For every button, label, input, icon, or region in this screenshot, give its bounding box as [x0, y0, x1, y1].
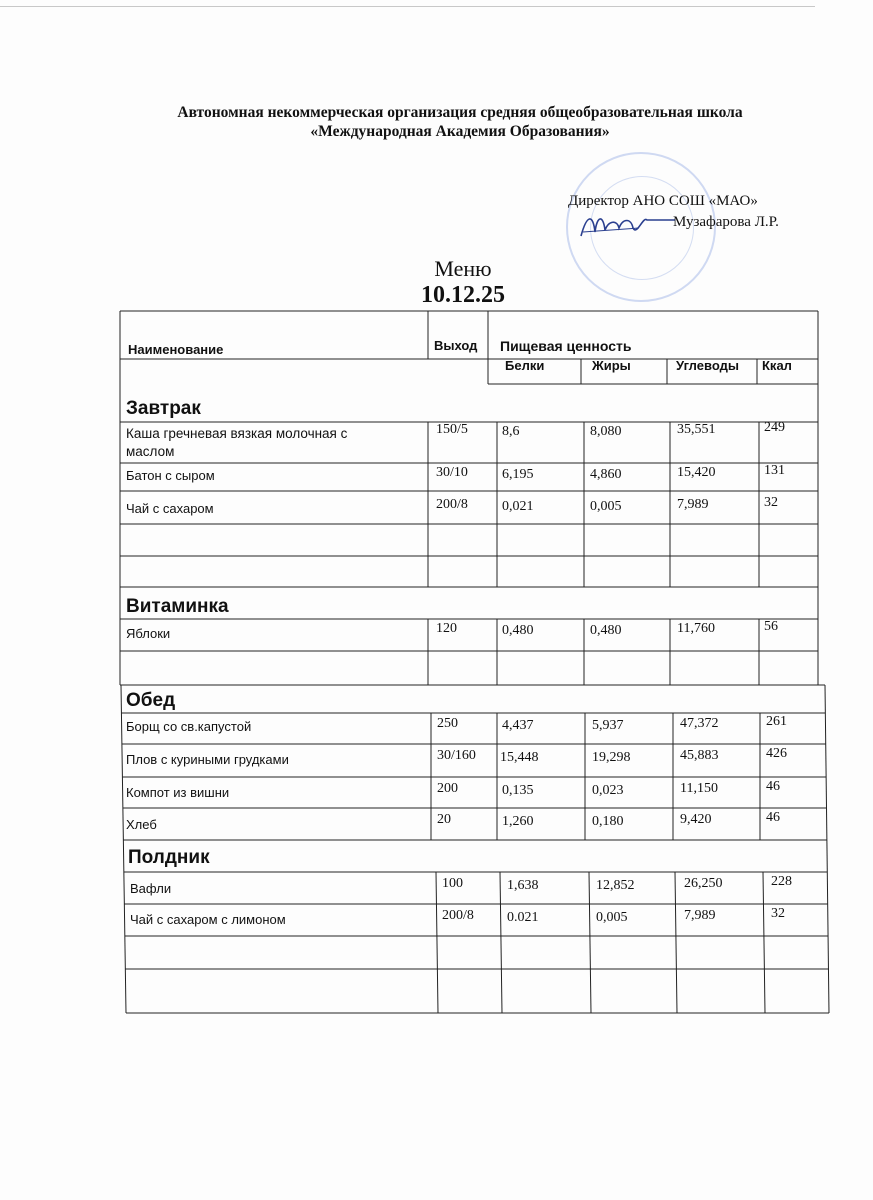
dish-kcal: 46 — [766, 779, 780, 794]
dish-name: Яблоки — [126, 626, 171, 641]
dish-kcal: 46 — [766, 810, 780, 825]
dish-name: Борщ со св.капустой — [126, 719, 252, 734]
dish-output: 30/160 — [437, 748, 476, 763]
dish-name: Чай с сахаром с лимоном — [130, 912, 286, 927]
dish-name-continued: маслом — [126, 444, 175, 459]
dish-fat: 19,298 — [592, 750, 631, 765]
dish-fat: 12,852 — [596, 878, 635, 893]
dish-protein: 4,437 — [502, 718, 534, 733]
dish-carbs: 45,883 — [680, 748, 719, 763]
dish-carbs: 11,760 — [677, 621, 715, 636]
col-header-name: Наименование — [128, 342, 224, 357]
director-title: Директор АНО СОШ «МАО» — [568, 193, 758, 209]
dish-name: Вафли — [130, 881, 172, 896]
dish-name: Каша гречневая вязкая молочная с — [126, 426, 348, 441]
section-title-lunch: Обед — [126, 690, 176, 711]
section-title-snack: Полдник — [128, 847, 210, 868]
dish-carbs: 11,150 — [680, 781, 718, 796]
dish-output: 200/8 — [442, 908, 474, 923]
col-header-carbs: Углеводы — [676, 358, 739, 373]
dish-kcal: 32 — [771, 906, 785, 921]
dish-kcal: 131 — [764, 463, 785, 478]
col-header-protein: Белки — [505, 358, 545, 373]
dish-fat: 0,480 — [590, 623, 622, 638]
dish-carbs: 26,250 — [684, 876, 723, 891]
dish-name: Чай с сахаром — [126, 501, 214, 516]
col-header-kcal: Ккал — [762, 358, 792, 373]
dish-fat: 0,023 — [592, 783, 624, 798]
dish-kcal: 261 — [766, 714, 787, 729]
dish-protein: 0,021 — [502, 499, 534, 514]
col-header-nutrition: Пищевая ценность — [500, 338, 632, 354]
dish-output: 20 — [437, 812, 451, 827]
dish-name: Компот из вишни — [126, 785, 230, 800]
dish-name: Плов с куриными грудками — [126, 752, 289, 767]
dish-fat: 5,937 — [592, 718, 624, 733]
dish-output: 120 — [436, 621, 457, 636]
menu-date: 10.12.25 — [421, 282, 505, 308]
dish-carbs: 7,989 — [677, 497, 709, 512]
dish-output: 30/10 — [436, 465, 468, 480]
dish-protein: 1,638 — [507, 878, 539, 893]
dish-fat: 0,005 — [590, 499, 622, 514]
dish-kcal: 56 — [764, 619, 778, 634]
dish-kcal: 32 — [764, 495, 778, 510]
dish-carbs: 15,420 — [677, 465, 716, 480]
dish-carbs: 7,989 — [684, 908, 716, 923]
dish-protein: 15,448 — [500, 750, 539, 765]
dish-protein: 0,135 — [502, 783, 534, 798]
menu-title: Меню — [434, 256, 492, 281]
org-line-1: Автономная некоммерческая организация средняя общеобразовательная школа — [177, 104, 743, 121]
section-title-vitamin: Витаминка — [126, 596, 229, 617]
dish-kcal: 228 — [771, 874, 792, 889]
dish-fat: 0,005 — [596, 910, 628, 925]
dish-carbs: 35,551 — [677, 422, 716, 437]
dish-output: 250 — [437, 716, 458, 731]
dish-kcal: 249 — [764, 420, 785, 435]
director-name: Музафарова Л.Р. — [673, 214, 779, 230]
dish-name: Батон с сыром — [126, 468, 215, 483]
section-title-breakfast: Завтрак — [126, 398, 201, 419]
dish-carbs: 47,372 — [680, 716, 719, 731]
dish-protein: 0.021 — [507, 910, 539, 925]
dish-fat: 4,860 — [590, 467, 622, 482]
dish-output: 200 — [437, 781, 458, 796]
col-header-output: Выход — [434, 338, 478, 353]
dish-output: 100 — [442, 876, 463, 891]
dish-protein: 8,6 — [502, 424, 520, 439]
dish-fat: 0,180 — [592, 814, 624, 829]
dish-kcal: 426 — [766, 746, 787, 761]
col-header-fat: Жиры — [592, 358, 631, 373]
dish-protein: 0,480 — [502, 623, 534, 638]
dish-carbs: 9,420 — [680, 812, 712, 827]
dish-protein: 1,260 — [502, 814, 534, 829]
dish-output: 200/8 — [436, 497, 468, 512]
dish-protein: 6,195 — [502, 467, 534, 482]
dish-fat: 8,080 — [590, 424, 622, 439]
dish-name: Хлеб — [126, 817, 157, 832]
org-line-2: «Международная Академия Образования» — [310, 123, 610, 140]
dish-output: 150/5 — [436, 422, 468, 437]
